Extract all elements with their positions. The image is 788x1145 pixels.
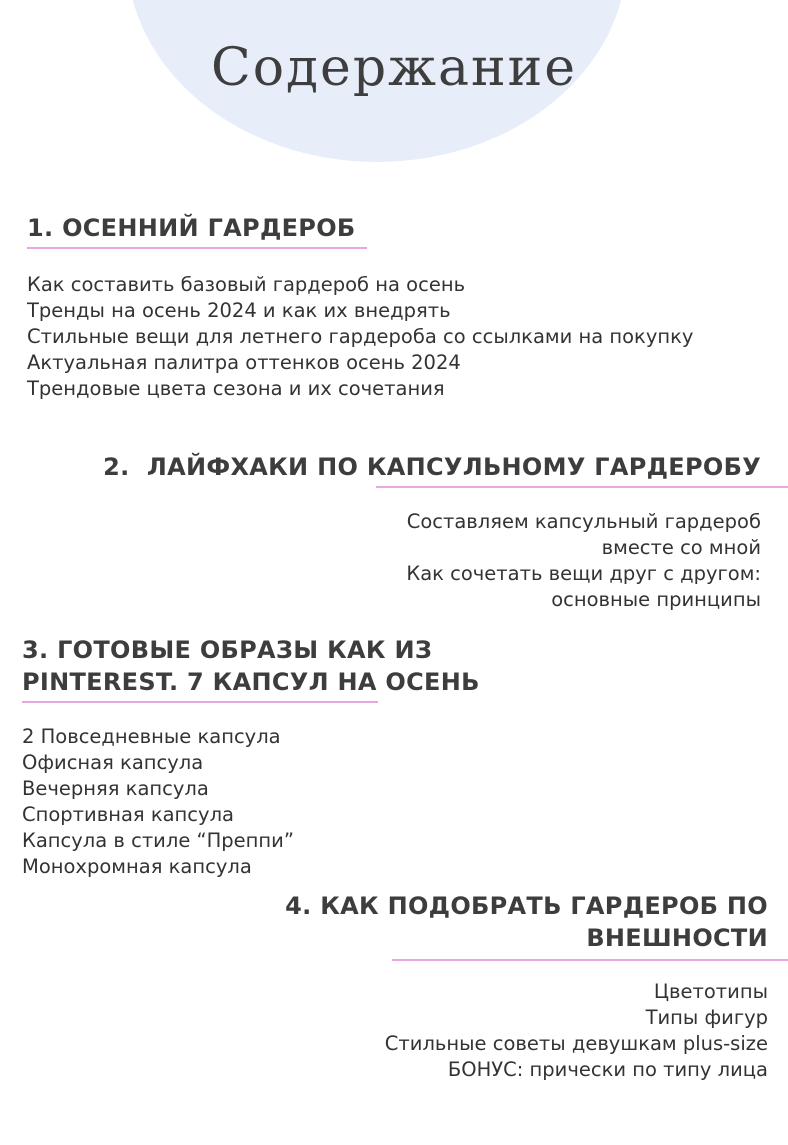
page-title: Содержание bbox=[210, 38, 578, 98]
list-item: Актуальная палитра оттенков осень 2024 bbox=[27, 351, 461, 374]
list-item: 2 Повседневные капсула bbox=[22, 725, 281, 748]
list-item: Как сочетать вещи друг с другом: bbox=[406, 562, 761, 585]
section-underline bbox=[392, 959, 788, 961]
section-items-appearance-wardrobe bbox=[268, 979, 768, 1083]
list-item: Вечерняя капсула bbox=[22, 777, 209, 800]
list-item: Монохромная капсула bbox=[22, 855, 252, 878]
section-items-capsule-lifehacks bbox=[341, 509, 761, 613]
section-underline bbox=[22, 701, 378, 703]
section-heading-ready-looks: 3. ГОТОВЫЕ ОБРАЗЫ КАК ИЗ PINTEREST. 7 КАПСУЛ НА ОСЕНЬ bbox=[22, 636, 480, 696]
section-items-autumn-wardrobe bbox=[27, 272, 767, 402]
list-item: Цветотипы bbox=[653, 980, 768, 1003]
list-item: Стильные вещи для летнего гардероба со ссылками на покупку bbox=[27, 325, 694, 348]
list-item: Типы фигур bbox=[645, 1006, 768, 1029]
list-item: Офисная капсула bbox=[22, 751, 204, 774]
section-items-ready-looks bbox=[22, 724, 522, 880]
list-item: Тренды на осень 2024 и как их внедрять bbox=[27, 299, 451, 322]
list-item: Спортивная капсула bbox=[22, 803, 234, 826]
section-heading-capsule-lifehacks: 2. ЛАЙФХАКИ ПО КАПСУЛЬНОМУ ГАРДЕРОБУ bbox=[103, 453, 761, 481]
list-item: Как составить базовый гардероб на осень bbox=[27, 273, 466, 296]
list-item: Составляем капсульный гардероб bbox=[406, 510, 761, 533]
section-underline bbox=[376, 486, 788, 488]
list-item: БОНУС: прически по типу лица bbox=[447, 1058, 768, 1081]
section-underline bbox=[27, 247, 367, 249]
list-item: вместе со мной bbox=[601, 536, 761, 559]
section-heading-autumn-wardrobe: 1. ОСЕННИЙ ГАРДЕРОБ bbox=[27, 214, 356, 242]
list-item: Стильные советы девушкам plus-size bbox=[384, 1032, 768, 1055]
list-item: Капсула в стиле “Преппи” bbox=[22, 829, 294, 852]
list-item: Трендовые цвета сезона и их сочетания bbox=[27, 377, 445, 400]
section-heading-appearance-wardrobe: 4. КАК ПОДОБРАТЬ ГАРДЕРОБ ПО ВНЕШНОСТИ bbox=[285, 892, 768, 952]
list-item: основные принципы bbox=[551, 588, 761, 611]
